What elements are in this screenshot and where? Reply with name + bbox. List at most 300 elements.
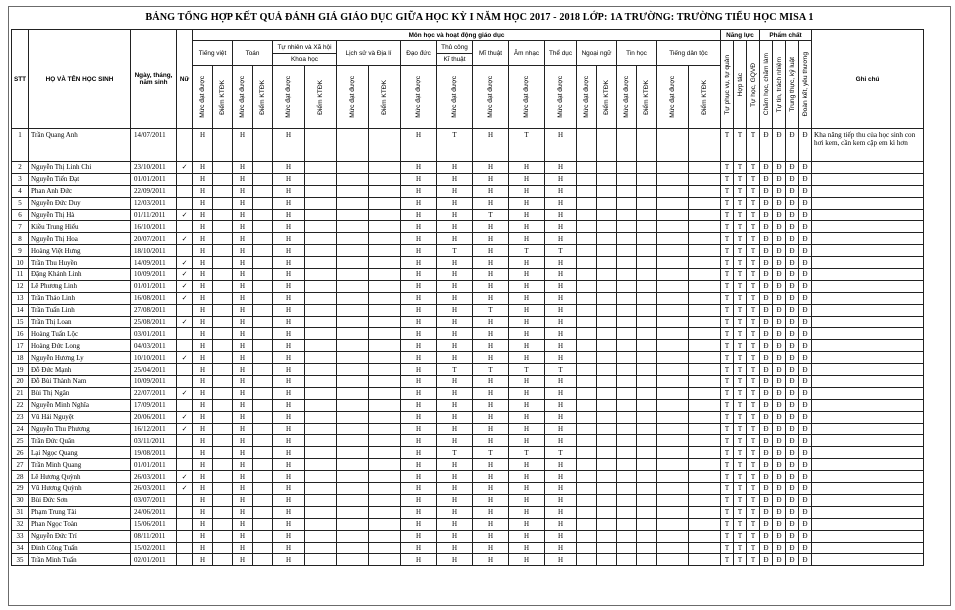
note-cell <box>812 328 924 340</box>
female-mark-cell: ✓ <box>177 280 193 292</box>
stt-cell: 31 <box>12 506 29 518</box>
lsdl-level-cell <box>337 173 369 185</box>
tieng-dan-toc-score-cell <box>689 530 721 542</box>
student-name-cell: Lại Ngọc Quang <box>29 447 131 459</box>
quality-4-cell: Đ <box>799 471 812 483</box>
tieng-dan-toc-score-cell <box>689 185 721 197</box>
ngoai-ngu-score-cell <box>597 542 617 554</box>
tnxh-score-cell <box>305 352 337 364</box>
tieng-viet-level-cell: H <box>193 447 213 459</box>
tieng-dan-toc-score-cell <box>689 423 721 435</box>
toan-level-cell: H <box>233 245 253 257</box>
note-cell <box>812 304 924 316</box>
female-mark-cell: ✓ <box>177 316 193 328</box>
lsdl-level-cell <box>337 423 369 435</box>
competence-3-cell: T <box>747 471 760 483</box>
lsdl-level-cell <box>337 447 369 459</box>
toan-level-cell: H <box>233 316 253 328</box>
tieng-dan-toc-level-cell <box>657 269 689 281</box>
tin-hoc-level-cell <box>617 304 637 316</box>
dob-cell: 26/03/2011 <box>131 471 177 483</box>
tin-hoc-score-cell <box>637 483 657 495</box>
toan-score-cell <box>253 518 273 530</box>
stt-cell: 35 <box>12 554 29 566</box>
tin-hoc-level-cell <box>617 129 637 162</box>
header-mi-thuat: Mĩ thuật <box>473 41 509 66</box>
tnxh-level-cell: H <box>273 506 305 518</box>
toan-level-cell: H <box>233 185 253 197</box>
ngoai-ngu-level-cell <box>577 530 597 542</box>
tieng-viet-score-cell <box>213 352 233 364</box>
thu-cong-level-cell: H <box>437 162 473 174</box>
quality-3-cell: Đ <box>786 328 799 340</box>
quality-3-cell: Đ <box>786 162 799 174</box>
toan-level-cell: H <box>233 399 253 411</box>
lsdl-level-cell <box>337 411 369 423</box>
header-tin-hoc: Tin học <box>617 41 657 66</box>
quality-2-cell: Đ <box>773 173 786 185</box>
note-cell <box>812 185 924 197</box>
student-name-cell: Đặng Khánh Linh <box>29 269 131 281</box>
dao-duc-level-cell: H <box>401 459 437 471</box>
ngoai-ngu-level-cell <box>577 376 597 388</box>
quality-2-cell: Đ <box>773 316 786 328</box>
female-mark-cell <box>177 459 193 471</box>
the-duc-level-cell: H <box>545 328 577 340</box>
competence-1-cell: T <box>721 542 734 554</box>
tin-hoc-score-cell <box>637 292 657 304</box>
am-nhac-level-cell: H <box>509 435 545 447</box>
tnxh-level-cell: H <box>273 197 305 209</box>
lsdl-score-cell <box>369 221 401 233</box>
mi-thuat-level-cell: H <box>473 328 509 340</box>
female-mark-cell <box>177 447 193 459</box>
the-duc-level-cell: H <box>545 459 577 471</box>
lsdl-score-cell <box>369 129 401 162</box>
toan-score-cell <box>253 364 273 376</box>
ngoai-ngu-level-cell <box>577 245 597 257</box>
tin-hoc-score-cell <box>637 447 657 459</box>
quality-4-cell: Đ <box>799 328 812 340</box>
mi-thuat-level-cell: H <box>473 423 509 435</box>
lsdl-score-cell <box>369 162 401 174</box>
tnxh-score-cell <box>305 411 337 423</box>
toan-score-cell <box>253 328 273 340</box>
tieng-viet-level-cell: H <box>193 554 213 566</box>
tnxh-level-cell: H <box>273 292 305 304</box>
toan-score-cell <box>253 269 273 281</box>
lsdl-score-cell <box>369 483 401 495</box>
the-duc-level-cell: H <box>545 352 577 364</box>
quality-1-cell: Đ <box>760 316 773 328</box>
ngoai-ngu-level-cell <box>577 518 597 530</box>
tieng-viet-score-cell <box>213 364 233 376</box>
tieng-dan-toc-score-cell <box>689 292 721 304</box>
competence-3-cell: T <box>747 257 760 269</box>
lsdl-level-cell <box>337 280 369 292</box>
toan-level-cell: H <box>233 233 253 245</box>
quality-2-cell: Đ <box>773 471 786 483</box>
tnxh-score-cell <box>305 269 337 281</box>
the-duc-level-cell: H <box>545 530 577 542</box>
competence-2-cell: T <box>734 221 747 233</box>
quality-4-cell: Đ <box>799 411 812 423</box>
competence-2-cell: T <box>734 129 747 162</box>
tnxh-score-cell <box>305 280 337 292</box>
tnxh-score-cell <box>305 340 337 352</box>
tnxh-level-cell: H <box>273 518 305 530</box>
competence-3-cell: T <box>747 411 760 423</box>
toan-score-cell <box>253 411 273 423</box>
header-th-muc: Mức đạt được <box>623 76 630 118</box>
tnxh-score-cell <box>305 459 337 471</box>
mi-thuat-level-cell: T <box>473 304 509 316</box>
note-cell <box>812 518 924 530</box>
tieng-dan-toc-level-cell <box>657 483 689 495</box>
quality-2-cell: Đ <box>773 376 786 388</box>
header-thu-cong: Thủ công <box>437 41 473 54</box>
competence-1-cell: T <box>721 518 734 530</box>
competence-3-cell: T <box>747 352 760 364</box>
tin-hoc-level-cell <box>617 554 637 566</box>
quality-3-cell: Đ <box>786 447 799 459</box>
tieng-viet-level-cell: H <box>193 530 213 542</box>
quality-3-cell: Đ <box>786 269 799 281</box>
competence-1-cell: T <box>721 435 734 447</box>
stt-cell: 34 <box>12 542 29 554</box>
tieng-dan-toc-score-cell <box>689 483 721 495</box>
table-row <box>12 471 924 483</box>
ngoai-ngu-score-cell <box>597 257 617 269</box>
dob-cell: 20/06/2011 <box>131 411 177 423</box>
table-row <box>12 399 924 411</box>
quality-3-cell: Đ <box>786 494 799 506</box>
stt-cell: 24 <box>12 423 29 435</box>
competence-2-cell: T <box>734 292 747 304</box>
tieng-viet-level-cell: H <box>193 411 213 423</box>
toan-level-cell: H <box>233 483 253 495</box>
dob-cell: 22/09/2011 <box>131 185 177 197</box>
ngoai-ngu-level-cell <box>577 411 597 423</box>
lsdl-level-cell <box>337 459 369 471</box>
ngoai-ngu-score-cell <box>597 209 617 221</box>
header-tnxh: Tự nhiên và Xã hội <box>273 41 337 54</box>
tieng-viet-score-cell <box>213 387 233 399</box>
stt-cell: 15 <box>12 316 29 328</box>
mi-thuat-level-cell: H <box>473 518 509 530</box>
student-name-cell: Trần Minh Quang <box>29 459 131 471</box>
lsdl-level-cell <box>337 494 369 506</box>
tin-hoc-score-cell <box>637 411 657 423</box>
female-mark-cell <box>177 129 193 162</box>
dao-duc-level-cell: H <box>401 129 437 162</box>
student-name-cell: Nguyễn Thu Phương <box>29 423 131 435</box>
tieng-viet-level-cell: H <box>193 459 213 471</box>
stt-cell: 10 <box>12 257 29 269</box>
dao-duc-level-cell: H <box>401 506 437 518</box>
dao-duc-level-cell: H <box>401 269 437 281</box>
competence-2-cell: T <box>734 340 747 352</box>
tieng-viet-score-cell <box>213 399 233 411</box>
thu-cong-level-cell: H <box>437 340 473 352</box>
tnxh-score-cell <box>305 542 337 554</box>
ngoai-ngu-score-cell <box>597 447 617 459</box>
note-cell <box>812 352 924 364</box>
competence-1-cell: T <box>721 471 734 483</box>
stt-cell: 12 <box>12 280 29 292</box>
tieng-viet-score-cell <box>213 435 233 447</box>
quality-4-cell: Đ <box>799 173 812 185</box>
header-toan-diem: Điểm KTĐK <box>259 79 266 115</box>
competence-1-cell: T <box>721 316 734 328</box>
tin-hoc-score-cell <box>637 352 657 364</box>
lsdl-score-cell <box>369 447 401 459</box>
quality-2-cell: Đ <box>773 233 786 245</box>
mi-thuat-level-cell: H <box>473 483 509 495</box>
header-tdt-muc: Mức đạt được <box>669 76 676 118</box>
toan-score-cell <box>253 530 273 542</box>
the-duc-level-cell: H <box>545 269 577 281</box>
tnxh-score-cell <box>305 376 337 388</box>
tin-hoc-score-cell <box>637 304 657 316</box>
tieng-dan-toc-score-cell <box>689 257 721 269</box>
note-cell <box>812 233 924 245</box>
mi-thuat-level-cell: H <box>473 162 509 174</box>
tieng-dan-toc-level-cell <box>657 316 689 328</box>
ngoai-ngu-level-cell <box>577 364 597 376</box>
note-cell <box>812 197 924 209</box>
am-nhac-level-cell: H <box>509 387 545 399</box>
female-mark-cell <box>177 494 193 506</box>
ngoai-ngu-score-cell <box>597 554 617 566</box>
header-ki-thuat: Kĩ thuật <box>437 54 473 66</box>
ngoai-ngu-level-cell <box>577 554 597 566</box>
toan-score-cell <box>253 447 273 459</box>
tnxh-level-cell: H <box>273 399 305 411</box>
toan-score-cell <box>253 399 273 411</box>
dob-cell: 10/10/2011 <box>131 352 177 364</box>
dao-duc-level-cell: H <box>401 376 437 388</box>
the-duc-level-cell: H <box>545 257 577 269</box>
am-nhac-level-cell: H <box>509 221 545 233</box>
toan-score-cell <box>253 352 273 364</box>
tnxh-level-cell: H <box>273 316 305 328</box>
thu-cong-level-cell: H <box>437 423 473 435</box>
note-cell <box>812 209 924 221</box>
female-mark-cell: ✓ <box>177 483 193 495</box>
tnxh-level-cell: H <box>273 554 305 566</box>
female-mark-cell <box>177 435 193 447</box>
ngoai-ngu-score-cell <box>597 376 617 388</box>
header-toan: Toán <box>233 41 273 66</box>
tnxh-score-cell <box>305 328 337 340</box>
quality-4-cell: Đ <box>799 197 812 209</box>
am-nhac-level-cell: H <box>509 162 545 174</box>
tnxh-level-cell: H <box>273 221 305 233</box>
thu-cong-level-cell: H <box>437 506 473 518</box>
the-duc-level-cell: H <box>545 542 577 554</box>
stt-cell: 21 <box>12 387 29 399</box>
tieng-dan-toc-level-cell <box>657 447 689 459</box>
stt-cell: 22 <box>12 399 29 411</box>
stt-cell: 4 <box>12 185 29 197</box>
tin-hoc-level-cell <box>617 316 637 328</box>
quality-4-cell: Đ <box>799 340 812 352</box>
tin-hoc-score-cell <box>637 542 657 554</box>
quality-1-cell: Đ <box>760 197 773 209</box>
tieng-viet-score-cell <box>213 494 233 506</box>
tieng-viet-level-cell: H <box>193 483 213 495</box>
tin-hoc-score-cell <box>637 399 657 411</box>
competence-3-cell: T <box>747 340 760 352</box>
ngoai-ngu-score-cell <box>597 316 617 328</box>
tieng-viet-level-cell: H <box>193 129 213 162</box>
toan-score-cell <box>253 554 273 566</box>
toan-score-cell <box>253 197 273 209</box>
quality-1-cell: Đ <box>760 209 773 221</box>
competence-3-cell: T <box>747 185 760 197</box>
tieng-viet-level-cell: H <box>193 399 213 411</box>
tieng-dan-toc-score-cell <box>689 471 721 483</box>
tieng-dan-toc-score-cell <box>689 447 721 459</box>
table-row <box>12 376 924 388</box>
tin-hoc-score-cell <box>637 387 657 399</box>
the-duc-level-cell: H <box>545 435 577 447</box>
student-name-cell: Trần Thị Loan <box>29 316 131 328</box>
mi-thuat-level-cell: H <box>473 129 509 162</box>
tin-hoc-level-cell <box>617 221 637 233</box>
quality-2-cell: Đ <box>773 292 786 304</box>
tieng-viet-level-cell: H <box>193 221 213 233</box>
competence-3-cell: T <box>747 387 760 399</box>
quality-1-cell: Đ <box>760 233 773 245</box>
tin-hoc-score-cell <box>637 376 657 388</box>
header-pc-tu-tin: Tự tin, trách nhiệm <box>775 56 783 113</box>
am-nhac-level-cell: H <box>509 304 545 316</box>
quality-4-cell: Đ <box>799 280 812 292</box>
ngoai-ngu-score-cell <box>597 162 617 174</box>
am-nhac-level-cell: H <box>509 257 545 269</box>
ngoai-ngu-score-cell <box>597 340 617 352</box>
tieng-viet-score-cell <box>213 197 233 209</box>
dao-duc-level-cell: H <box>401 399 437 411</box>
table-row <box>12 280 924 292</box>
dob-cell: 15/02/2011 <box>131 542 177 554</box>
lsdl-level-cell <box>337 506 369 518</box>
stt-cell: 17 <box>12 340 29 352</box>
thu-cong-level-cell: H <box>437 269 473 281</box>
female-mark-cell <box>177 304 193 316</box>
competence-3-cell: T <box>747 459 760 471</box>
mi-thuat-level-cell: H <box>473 233 509 245</box>
ngoai-ngu-level-cell <box>577 304 597 316</box>
tieng-viet-level-cell: H <box>193 376 213 388</box>
stt-cell: 11 <box>12 269 29 281</box>
quality-3-cell: Đ <box>786 129 799 162</box>
female-mark-cell <box>177 554 193 566</box>
note-cell <box>812 269 924 281</box>
ngoai-ngu-level-cell <box>577 280 597 292</box>
tnxh-score-cell <box>305 221 337 233</box>
tieng-viet-level-cell: H <box>193 162 213 174</box>
dob-cell: 16/08/2011 <box>131 292 177 304</box>
lsdl-score-cell <box>369 542 401 554</box>
tnxh-score-cell <box>305 209 337 221</box>
tin-hoc-score-cell <box>637 459 657 471</box>
quality-1-cell: Đ <box>760 423 773 435</box>
quality-2-cell: Đ <box>773 280 786 292</box>
toan-level-cell: H <box>233 209 253 221</box>
lsdl-score-cell <box>369 352 401 364</box>
note-cell <box>812 221 924 233</box>
tieng-viet-level-cell: H <box>193 292 213 304</box>
header-ls-dl: Lịch sử và Địa lí <box>337 41 401 66</box>
tin-hoc-level-cell <box>617 423 637 435</box>
the-duc-level-cell: H <box>545 471 577 483</box>
quality-4-cell: Đ <box>799 316 812 328</box>
female-mark-cell: ✓ <box>177 209 193 221</box>
tieng-dan-toc-score-cell <box>689 518 721 530</box>
quality-1-cell: Đ <box>760 399 773 411</box>
competence-3-cell: T <box>747 447 760 459</box>
quality-2-cell: Đ <box>773 530 786 542</box>
tin-hoc-score-cell <box>637 209 657 221</box>
competence-3-cell: T <box>747 221 760 233</box>
lsdl-score-cell <box>369 459 401 471</box>
competence-2-cell: T <box>734 494 747 506</box>
dao-duc-level-cell: H <box>401 162 437 174</box>
quality-2-cell: Đ <box>773 185 786 197</box>
ngoai-ngu-score-cell <box>597 459 617 471</box>
toan-score-cell <box>253 471 273 483</box>
quality-3-cell: Đ <box>786 483 799 495</box>
header-pc-doan-ket: Đoàn kết, yêu thương <box>801 52 809 117</box>
quality-1-cell: Đ <box>760 257 773 269</box>
thu-cong-level-cell: H <box>437 292 473 304</box>
the-duc-level-cell: H <box>545 506 577 518</box>
tieng-viet-level-cell: H <box>193 233 213 245</box>
tin-hoc-level-cell <box>617 411 637 423</box>
header-name: HỌ VÀ TÊN HỌC SINH <box>29 30 131 129</box>
mi-thuat-level-cell: T <box>473 209 509 221</box>
mi-thuat-level-cell: T <box>473 364 509 376</box>
quality-2-cell: Đ <box>773 221 786 233</box>
tin-hoc-score-cell <box>637 269 657 281</box>
female-mark-cell <box>177 245 193 257</box>
tieng-viet-level-cell: H <box>193 280 213 292</box>
tieng-dan-toc-level-cell <box>657 328 689 340</box>
ngoai-ngu-level-cell <box>577 506 597 518</box>
competence-1-cell: T <box>721 197 734 209</box>
tnxh-level-cell: H <box>273 129 305 162</box>
dao-duc-level-cell: H <box>401 328 437 340</box>
toan-level-cell: H <box>233 269 253 281</box>
am-nhac-level-cell: H <box>509 554 545 566</box>
header-quality-group: Phẩm chất <box>760 30 812 41</box>
toan-level-cell: H <box>233 328 253 340</box>
ngoai-ngu-score-cell <box>597 423 617 435</box>
competence-3-cell: T <box>747 364 760 376</box>
quality-2-cell: Đ <box>773 459 786 471</box>
toan-level-cell: H <box>233 280 253 292</box>
mi-thuat-level-cell: H <box>473 376 509 388</box>
quality-2-cell: Đ <box>773 352 786 364</box>
quality-3-cell: Đ <box>786 435 799 447</box>
note-cell <box>812 376 924 388</box>
table-row <box>12 459 924 471</box>
competence-1-cell: T <box>721 447 734 459</box>
competence-3-cell: T <box>747 518 760 530</box>
